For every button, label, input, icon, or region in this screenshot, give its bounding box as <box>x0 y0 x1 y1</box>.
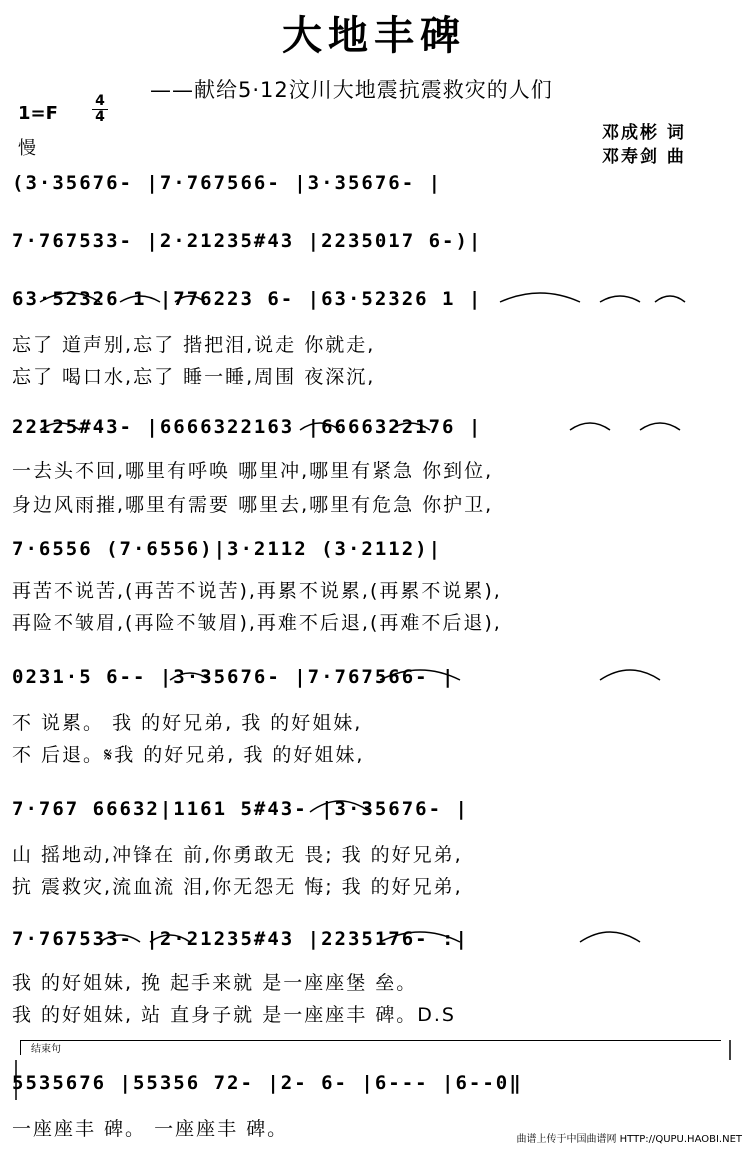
lyrics-line-4a: 一去头不回,哪里有呼唤 哪里冲,哪里有紧急 你到位, <box>12 460 494 482</box>
notation-line-6: 0231·5 6-- |3·35676- |7·767566- | <box>12 666 456 688</box>
ending-label: 结束句 <box>31 1044 61 1055</box>
lyrics-line-6b: 不 后退。𝄋我 的好兄弟, 我 的好姐妹, <box>12 744 365 766</box>
notation-line-4: 22125#43- |6666322163 |6666322176 | <box>12 416 483 438</box>
time-signature-bottom: 4 <box>95 109 105 125</box>
lyrics-line-9a: 一座座丰 碑。 一座座丰 碑。 <box>12 1118 289 1140</box>
lyrics-line-8a: 我 的好姐妹, 挽 起手来就 是一座座堡 垒。 <box>12 972 418 994</box>
notation-line-3: 63·52326 1 |776223 6- |63·52326 1 | <box>12 288 483 310</box>
notation-line-5: 7·6556 (7·6556)|3·2112 (3·2112)| <box>12 538 443 560</box>
lyrics-line-4b: 身边风雨摧,哪里有需要 哪里去,哪里有危急 你护卫, <box>12 494 494 516</box>
lyrics-line-5a: 再苦不说苦,(再苦不说苦),再累不说累,(再累不说累), <box>12 580 502 602</box>
watermark: 曲谱上传于中国曲谱网 HTTP://QUPU.HAOBI.NET <box>516 1134 742 1145</box>
song-subtitle: ——献给5·12汶川大地震抗震救灾的人们 <box>150 78 553 102</box>
lyrics-line-5b: 再险不皱眉,(再险不皱眉),再难不后退,(再难不后退), <box>12 612 502 634</box>
notation-line-1: (3·35676- |7·767566- |3·35676- | <box>12 172 443 194</box>
lyrics-line-8b: 我 的好姐妹, 站 直身子就 是一座座丰 碑。D.S <box>12 1004 456 1026</box>
tempo-marking: 慢 <box>18 138 36 159</box>
notation-line-9: 5535676 |55356 72- |2- 6- |6--- |6--0‖ <box>12 1072 523 1094</box>
lyricist-credit: 邓成彬 词 <box>602 123 686 143</box>
time-signature-top: 4 <box>95 93 105 109</box>
composer-credit: 邓寿剑 曲 <box>602 147 686 167</box>
song-title: 大地丰碑 <box>282 13 466 59</box>
key-signature: 1=F <box>18 103 58 124</box>
lyrics-line-7a: 山 摇地动,冲锋在 前,你勇敢无 畏; 我 的好兄弟, <box>12 844 463 866</box>
notation-line-8: 7·767533- |2·21235#43 |2235176- :| <box>12 928 469 950</box>
notation-line-7: 7·767 66632|1161 5#43- |3·35676- | <box>12 798 469 820</box>
notation-line-2: 7·767533- |2·21235#43 |2235017 6-)| <box>12 230 483 252</box>
lyrics-line-3a: 忘了 道声别,忘了 揩把泪,说走 你就走, <box>12 334 376 356</box>
lyrics-line-3b: 忘了 喝口水,忘了 睡一睡,周围 夜深沉, <box>12 366 376 388</box>
lyrics-line-6a: 不 说累。 我 的好兄弟, 我 的好姐妹, <box>12 712 363 734</box>
lyrics-line-7b: 抗 震救灾,流血流 泪,你无怨无 悔; 我 的好兄弟, <box>12 876 463 898</box>
